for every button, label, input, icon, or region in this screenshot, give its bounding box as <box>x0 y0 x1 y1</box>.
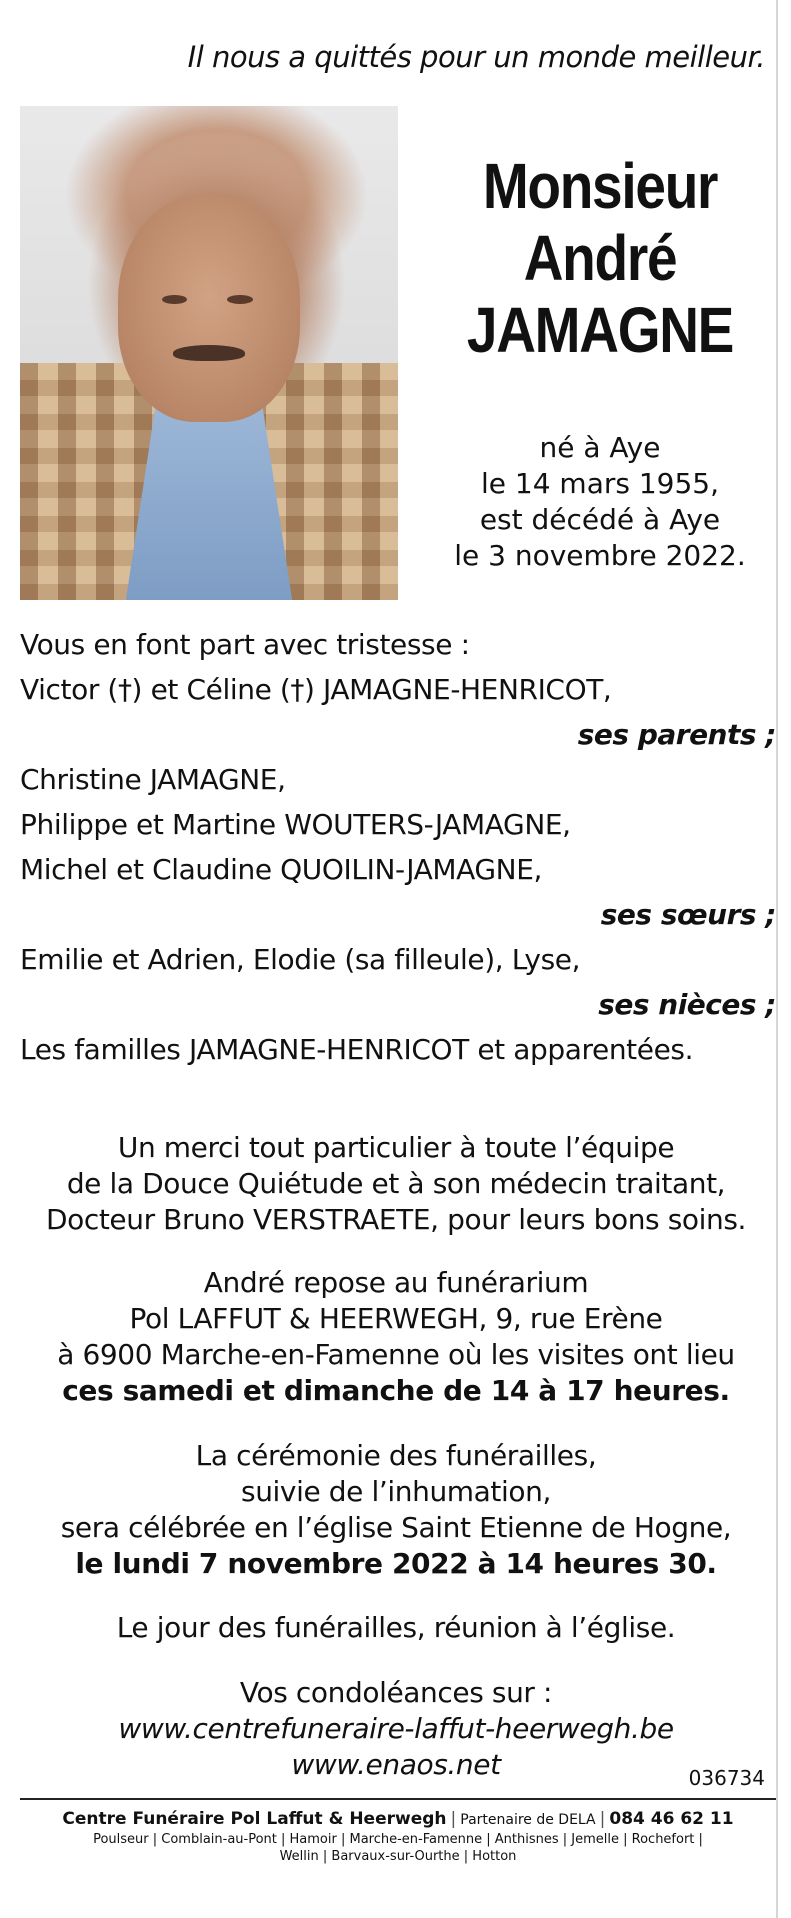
meeting-note: Le jour des funérailles, réunion à l’église. <box>116 1611 676 1644</box>
repose-line-2: Pol LAFFUT & HEERWEGH, 9, rue Erène <box>129 1302 663 1335</box>
ceremony-section <box>12 1438 780 1582</box>
name-last: JAMAGNE <box>466 294 734 366</box>
family-sister-3: Michel et Claudine QUOILIN-JAMAGNE, <box>20 853 543 886</box>
thanks-line-2: de la Douce Quiétude et à son médecin traitant, <box>66 1167 726 1200</box>
repose-line-3: à 6900 Marche-en-Famenne où les visites ont lieu <box>57 1338 735 1371</box>
repose-line-1: André repose au funérarium <box>203 1266 589 1299</box>
family-relatives: Les familles JAMAGNE-HENRICOT et apparentées. <box>20 1033 694 1066</box>
photo-eye-right <box>227 295 252 304</box>
family-sister-2: Philippe et Martine WOUTERS-JAMAGNE, <box>20 808 571 841</box>
nieces-role: ses nièces ; <box>598 988 776 1021</box>
family-parents: Victor (†) et Céline (†) JAMAGNE-HENRICOT, <box>20 673 612 706</box>
name-first: André <box>523 222 677 294</box>
visit-hours: ces samedi et dimanche de 14 à 17 heures. <box>62 1374 730 1407</box>
death-place: est décédé à Aye <box>479 503 721 536</box>
birth-place: né à Aye <box>539 431 661 464</box>
partner-label: Partenaire de DELA <box>460 1812 596 1828</box>
family-intro: Vous en font part avec tristesse : <box>20 628 470 661</box>
condolences-section <box>12 1675 780 1783</box>
death-date: le 3 novembre 2022. <box>454 539 746 572</box>
ceremony-line-3: sera célébrée en l’église Saint Etienne de Hogne, <box>60 1511 732 1544</box>
thanks-section <box>12 1130 780 1238</box>
footer-locations-1: Poulseur | Comblain-au-Pont | Hamoir | Marche-en-Famenne | Anthisnes | Jemelle | Rochefort | <box>93 1832 703 1847</box>
thanks-line-1: Un merci tout particulier à toute l’équipe <box>117 1131 675 1164</box>
birth-date: le 14 mars 1955, <box>480 467 720 500</box>
deceased-photo <box>20 106 398 600</box>
condolences-link-1[interactable]: www.centrefuneraire-laffut-heerwegh.be <box>118 1712 674 1745</box>
sisters-role: ses sœurs ; <box>600 898 776 931</box>
family-nieces: Emilie et Adrien, Elodie (sa filleule), Lyse, <box>20 943 581 976</box>
repose-section <box>12 1265 780 1409</box>
deceased-name <box>420 150 780 366</box>
photo-face <box>118 195 299 422</box>
parents-role: ses parents ; <box>577 718 776 751</box>
ceremony-line-2: suivie de l’inhumation, <box>241 1475 551 1508</box>
ceremony-datetime: le lundi 7 novembre 2022 à 14 heures 30. <box>75 1547 717 1580</box>
reference-number: 036734 <box>688 1766 765 1790</box>
photo-mustache <box>173 345 246 361</box>
condolences-link-2[interactable]: www.enaos.net <box>291 1748 501 1781</box>
footer-contact-line: Centre Funéraire Pol Laffut & Heerwegh | Partenaire de DELA | 084 46 62 11 <box>62 1809 734 1829</box>
photo-eye-left <box>162 295 187 304</box>
footer-locations-2: Wellin | Barvaux-sur-Ourthe | Hotton <box>279 1849 517 1864</box>
birth-death-dates <box>420 430 780 574</box>
family-announcement <box>20 622 776 1072</box>
thanks-line-3: Docteur Bruno VERSTRAETE, pour leurs bons soins. <box>45 1203 747 1236</box>
funeral-home-footer <box>20 1798 776 1865</box>
funeral-home-name: Centre Funéraire Pol Laffut & Heerwegh <box>62 1809 447 1829</box>
tagline: Il nous a quittés pour un monde meilleur. <box>187 40 765 74</box>
family-sister-1: Christine JAMAGNE, <box>20 763 286 796</box>
ceremony-line-1: La cérémonie des funérailles, <box>195 1439 597 1472</box>
name-title: Monsieur <box>482 150 718 222</box>
phone-number: 084 46 62 11 <box>609 1809 734 1829</box>
condolences-label: Vos condoléances sur : <box>239 1676 553 1709</box>
